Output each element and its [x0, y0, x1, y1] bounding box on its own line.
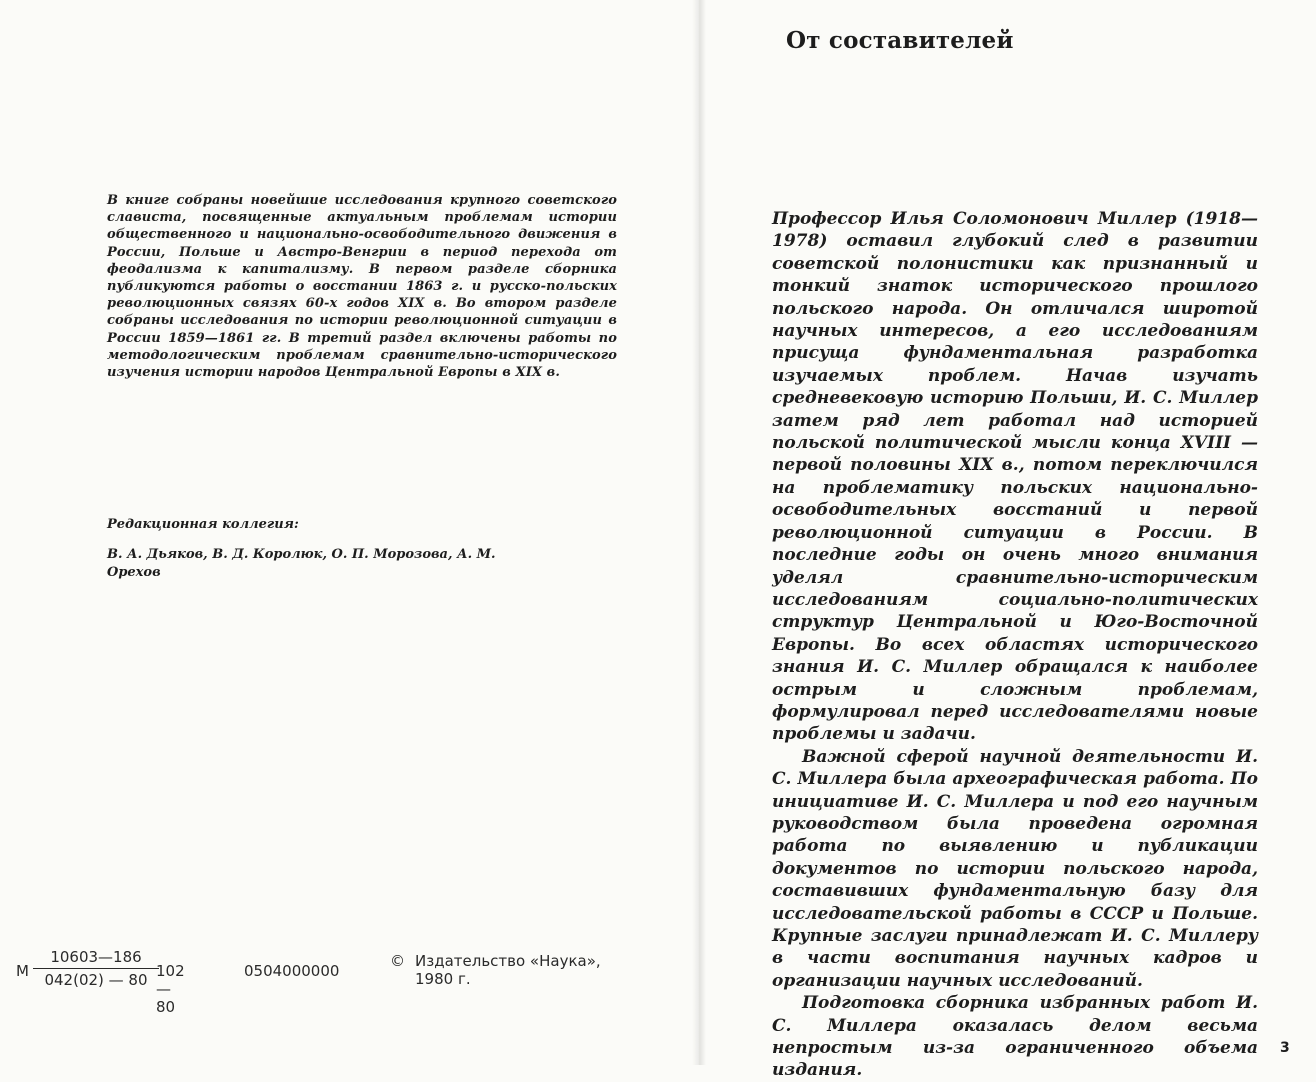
imprint-code-2: 0504000000: [244, 962, 340, 980]
preface-text: [772, 208, 1258, 1082]
imprint-prefix: М: [16, 962, 29, 980]
preface-paragraph: Профессор Илья Соломонович Миллер (1918—1978) оставил глубокий след в развитии советской полонистики как признанный и тонкий знаток исторического прошлого польского народа. Он отличался широтой научных интересов, а его исследованиям присуща фундаментальная разработка изучаемых проблем. Начав изучать средневековую историю Польши, И. С. Миллер затем ряд лет работал над историей польской политической мысли конца XVIII — первой половины XIX в., потом переключился на проблематику польских национально-освободительных восстаний и первой революционной ситуации в России. В последние годы он очень много внимания уделял сравнительно-историческим исследованиям социально-политических структур Центральной и Юго-Восточной Европы. Во всех областях исторического знания И. С. Миллер обращался к наиболее острым и сложным проблемам, формулировал перед исследователями новые проблемы и задачи.: [772, 209, 1258, 745]
editorial-board-title: Редакционная коллегия:: [107, 517, 299, 532]
imprint-fraction: [33, 948, 159, 989]
page-number: 3: [1280, 1040, 1290, 1056]
copyright-icon: ©: [390, 952, 405, 970]
imprint-denominator: 042(02) — 80: [44, 971, 148, 989]
book-annotation: В книге собраны новейшие исследования крупного советского слависта, посвященные актуальным проблемам истории общественного и национально-освободительного движения в России, Польше и Австро-Венгрии в период перехода от феодализма к капитализму. В первом разделе сборника публикуются работы о восстании 1863 г. и русско-польских революционных связях 60-х годов XIX в. Во втором разделе собраны исследования по истории революционной ситуации в России 1859—1861 гг. В третий раздел включены работы по методологическим проблемам сравнительно-исторического изучения истории народов Центральной Европы в XIX в.: [107, 193, 617, 381]
publisher-name: Издательство «Наука»,: [415, 952, 601, 970]
imprint-numerator: 10603—186: [33, 948, 159, 969]
publication-year: 1980 г.: [415, 970, 471, 988]
imprint-code-1: 102—80: [156, 962, 185, 1016]
right-page: [696, 0, 1316, 1081]
preface-paragraph: Подготовка сборника избранных работ И. С. Миллера оказалась делом весьма непростым из-за ограниченного объема издания.: [772, 993, 1258, 1081]
preface-paragraph: Важной сферой научной деятельности И. С. Миллера была археографическая работа. По инициативе И. С. Миллера и под его научным руководством была проведена огромная работа по выявлению и публикации документов по истории польского народа, составивших фундаментальную базу для исследовательской работы в СССР и Польше. Крупные заслуги принадлежат И. С. Миллеру в части воспитания научных кадров и организации научных исследований.: [772, 746, 1258, 991]
section-title: От составителей: [786, 27, 1014, 54]
editorial-board-members: В. А. Дьяков, В. Д. Королюк, О. П. Морозова, А. М. Орехов: [107, 547, 496, 580]
